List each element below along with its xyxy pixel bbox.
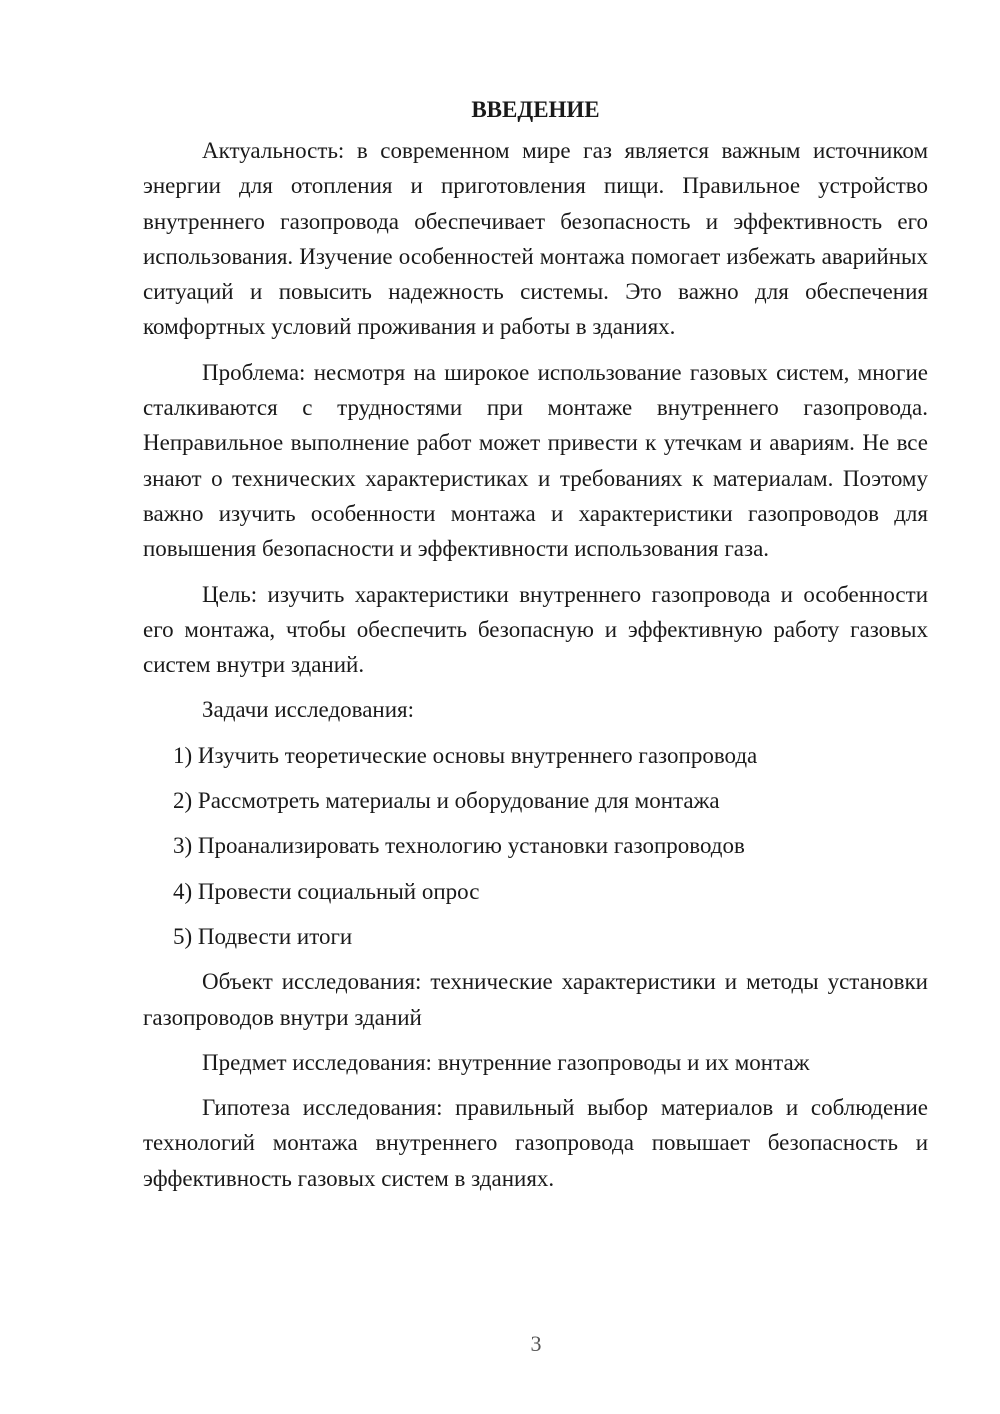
list-item: 5) Подвести итоги — [173, 923, 353, 949]
tasks-list — [143, 738, 928, 954]
page-number: 3 — [530, 1331, 542, 1356]
page-content — [143, 92, 928, 1206]
page-title: ВВЕДЕНИЕ — [471, 97, 600, 122]
paragraph-relevance: Актуальность: в современном мире газ является важным источником энергии для отопления и приготовления пищи. Правильное устройство внутреннего газопровода обеспечивает безопасность и эффективность его использования. Изучение особенностей монтажа помогает избежать аварийных ситуаций и повысить надежность системы. Это важно для обеспечения комфортных условий проживания и работы в зданиях. — [143, 138, 928, 340]
paragraph-object: Объект исследования: технические характеристики и методы установки газопроводов внутри зданий — [143, 969, 928, 1030]
list-item: 3) Проанализировать технологию установки газопроводов — [173, 833, 745, 859]
paragraph-goal: Цель: изучить характеристики внутреннего газопровода и особенности его монтажа, чтобы обеспечить безопасную и эффективную работу газовых систем внутри зданий. — [143, 581, 928, 678]
list-item: 2) Рассмотреть материалы и оборудование для монтажа — [173, 788, 720, 814]
paragraph-subject: Предмет исследования: внутренние газопроводы и их монтаж — [202, 1049, 810, 1075]
paragraph-problem: Проблема: несмотря на широкое использование газовых систем, многие сталкиваются с трудностями при монтаже внутреннего газопровода. Неправильное выполнение работ может привести к утечкам и авариям. Не все знают о технических характеристиках и требованиях к материалам. Поэтому важно изучить особенности монтажа и характеристики газопроводов для повышения безопасности и эффективности использования газа. — [143, 359, 928, 562]
paragraph-hypothesis: Гипотеза исследования: правильный выбор материалов и соблюдение технологий монтажа внутреннего газопровода повышает безопасность и эффективность газовых систем в зданиях. — [143, 1095, 928, 1191]
list-item: 4) Провести социальный опрос — [173, 878, 480, 904]
paragraph-tasks-heading: Задачи исследования: — [202, 697, 415, 723]
list-item: 1) Изучить теоретические основы внутреннего газопровода — [173, 742, 758, 768]
